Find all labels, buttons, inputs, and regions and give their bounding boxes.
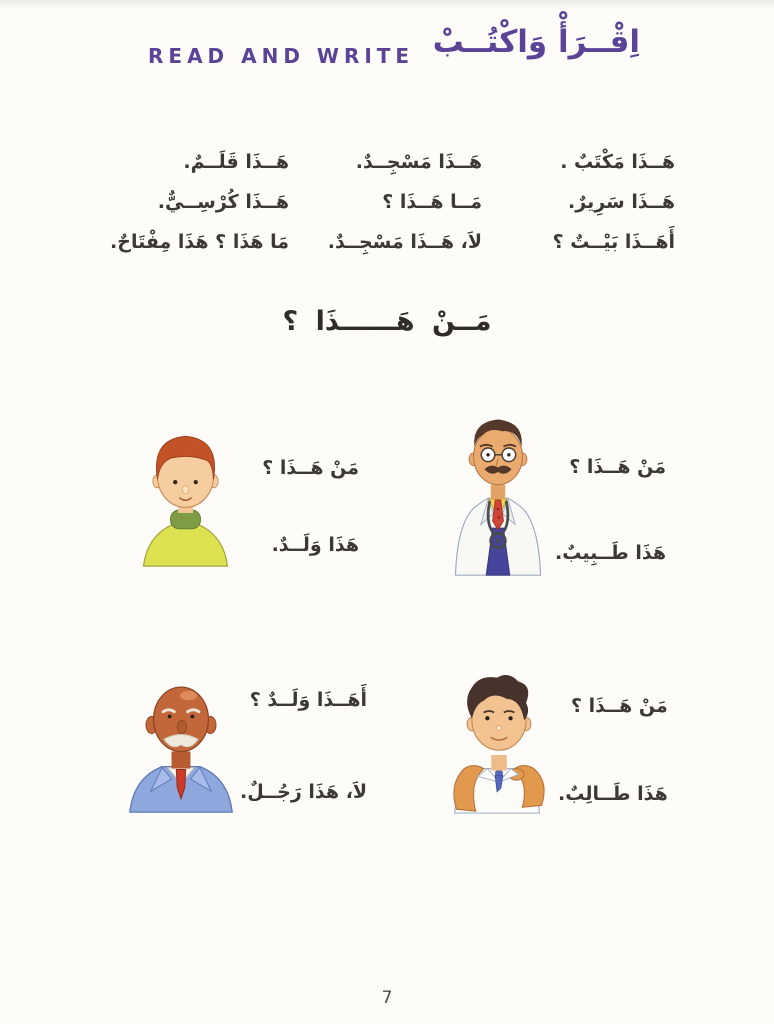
qa-answer: هَذَا طَــبِيبٌ. [554,541,666,564]
qa-question: أَهَــذَا وَلَــدٌ ؟ [249,689,368,711]
reading-drill [103,142,675,262]
student-illustration [440,668,558,815]
drill-phrase: هَــذَا سَرِيرٌ. [568,191,675,213]
page-number: 7 [381,988,393,1008]
qa-question: مَنْ هَــذَا ؟ [571,695,668,717]
drill-row [103,222,675,262]
drill-phrase: لاَ، هَــذَا مَسْجِــدٌ. [327,231,482,253]
drill-phrase: أَهَــذَا بَيْــتٌ ؟ [552,231,675,253]
qa-text [548,405,670,585]
qa-text [558,668,672,820]
drill-phrase: هَــذَا قَلَــمٌ. [183,151,289,173]
drill-phrase: هَــذَا كُرْسِــيٌّ. [157,191,289,213]
qa-question: مَنْ هَــذَا ؟ [569,456,666,478]
qa-block-student [440,668,670,820]
drill-row [103,182,675,222]
man-illustration [122,672,240,814]
drill-phrase: هَــذَا مَكْتَبٌ . [560,151,675,173]
qa-text [240,672,371,822]
qa-answer: هَذَا وَلَــدٌ. [271,533,359,556]
drill-phrase: مَــا هَــذَا ؟ [382,191,482,213]
qa-answer: هَذَا طَــالِبٌ. [558,782,668,805]
section-title: مَــنْ هَــــــذَا ؟ [282,306,492,337]
page-title-arabic: اِقْــرَأْ وَاكْتُــبْ [432,24,640,60]
drill-phrase: مَا هَذَا ؟ هَذَا مِفْتَاحٌ. [110,231,289,253]
qa-block-man [122,672,368,822]
page-title-english: READ AND WRITE [148,44,415,68]
qa-answer: لاَ، هَذَا رَجُــلٌ. [240,780,368,803]
qa-block-doctor [448,405,670,585]
drill-row [103,142,675,182]
doctor-illustration [448,405,548,577]
drill-phrase: هَــذَا مَسْجِــدٌ. [355,151,482,173]
boy-illustration [133,428,238,568]
qa-block-boy [133,428,365,593]
qa-question: مَنْ هَــذَا ؟ [262,457,359,479]
qa-text [238,428,365,593]
